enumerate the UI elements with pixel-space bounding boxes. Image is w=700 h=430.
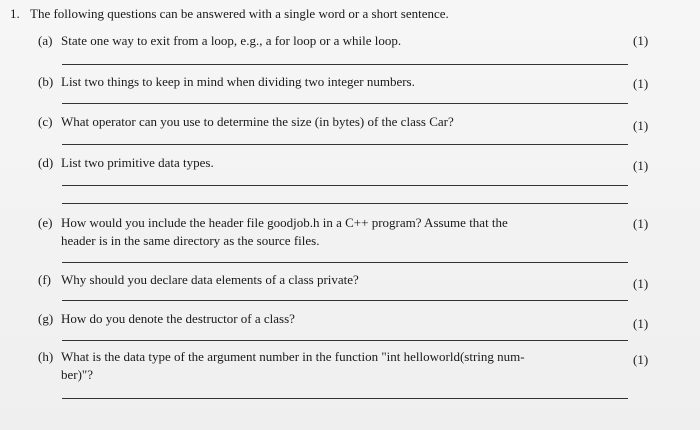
answer-line-f[interactable] [62,300,628,301]
answer-line-b[interactable] [62,103,628,104]
question-f-label: (f) [38,272,51,287]
question-f-text: Why should you declare data elements of a class private? [61,272,359,287]
question-d-marks: (1) [633,158,649,173]
question-a-marks: (1) [633,33,649,48]
question-a-text: State one way to exit from a loop, e.g., a for loop or a while loop. [61,33,402,48]
question-b-label: (b) [38,74,54,89]
instructions: The following questions can be answered with a single word or a short sentence. [30,6,449,21]
question-number: 1. [10,6,20,21]
question-h-text: What is the data type of the argument number in the function "int helloworld(string num- [61,349,525,364]
answer-line-h[interactable] [62,398,628,399]
question-g-label: (g) [38,311,54,326]
question-a-label: (a) [38,33,53,48]
answer-line-e[interactable] [62,262,628,263]
question-h-label: (h) [38,349,54,364]
question-c-label: (c) [38,114,53,129]
answer-line-c[interactable] [62,144,628,145]
question-h-marks: (1) [633,352,649,367]
question-c-text: What operator can you use to determine the size (in bytes) of the class Car? [61,114,454,129]
question-e-text: How would you include the header file goodjob.h in a C++ program? Assume that the [61,215,508,230]
answer-line-d1[interactable] [62,185,628,186]
answer-line-d2[interactable] [62,203,628,204]
answer-line-a[interactable] [62,64,628,65]
answer-line-g[interactable] [62,340,628,341]
question-e-text-continued: header is in the same directory as the source files. [61,233,320,248]
question-e-marks: (1) [633,216,649,231]
question-e-label: (e) [38,215,53,230]
question-b-marks: (1) [633,76,649,91]
question-d-text: List two primitive data types. [61,155,214,170]
question-g-text: How do you denote the destructor of a class? [61,311,295,326]
question-c-marks: (1) [633,118,649,133]
question-h-text-continued: ber)"? [61,367,94,382]
question-b-text: List two things to keep in mind when dividing two integer numbers. [61,74,415,89]
question-d-label: (d) [38,155,54,170]
question-g-marks: (1) [633,316,649,331]
question-f-marks: (1) [633,276,649,291]
